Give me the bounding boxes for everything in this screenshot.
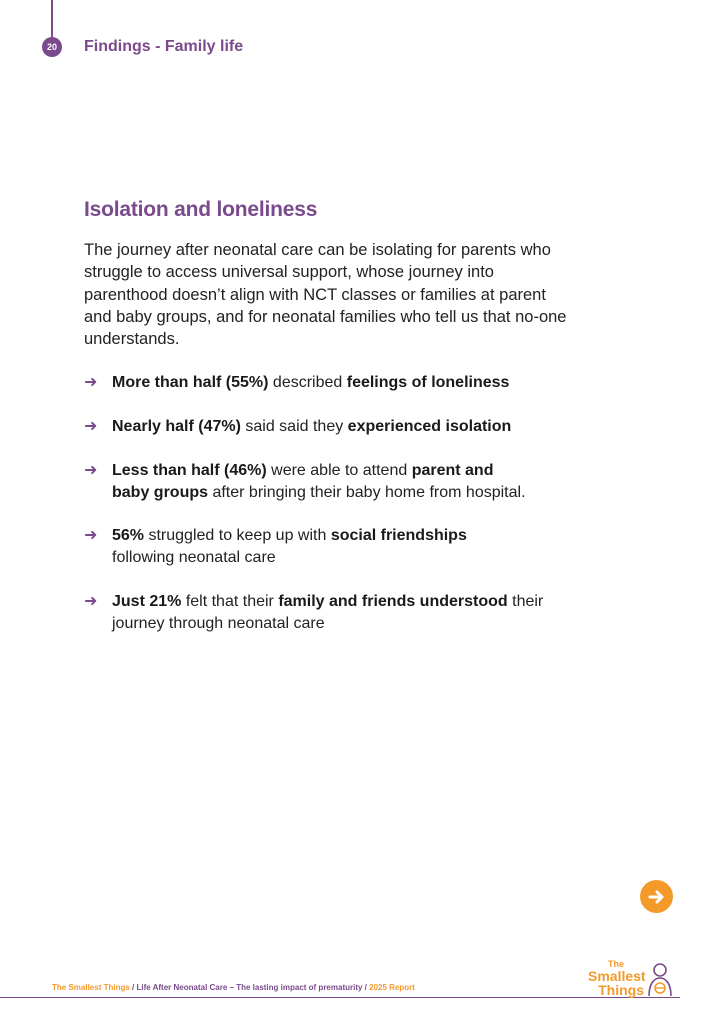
intro-paragraph: The journey after neonatal care can be isolating for parents who struggle to access universal support, whose journey into parenthood doesn’t align with NCT classes or families at parent and baby groups, and for neonatal families who tell us that no-one understands.	[84, 241, 567, 349]
bullet-highlight: family and friends understood	[278, 592, 508, 610]
bullet-text: were able to attend	[266, 461, 412, 479]
bullet-highlight: parent and baby groups	[112, 461, 494, 501]
bullet-highlight: Nearly half (47%)	[112, 418, 241, 436]
bullet-text: felt that their	[181, 592, 279, 610]
bullet-highlight: More than half (55%)	[112, 374, 269, 391]
list-item	[84, 372, 584, 394]
footer-separator: /	[362, 983, 370, 992]
arrow-right-icon	[647, 887, 667, 907]
page-number-badge	[42, 37, 62, 57]
footer-year: 2025 Report	[369, 983, 415, 992]
bullet-highlight: experienced isolation	[347, 418, 512, 436]
bullet-arrow-icon: ➜	[84, 527, 98, 545]
list-item	[84, 591, 552, 636]
logo-things: Things	[598, 982, 644, 998]
page-number: 20	[46, 42, 57, 52]
bullet-text: described	[268, 374, 347, 391]
bullet-highlight: Less than half (46%)	[112, 461, 267, 479]
findings-list	[84, 372, 584, 635]
footer-rule	[0, 997, 680, 998]
bullet-highlight: feelings of loneliness	[346, 374, 510, 391]
logo-wordmark	[588, 960, 644, 997]
next-page-button[interactable]	[640, 880, 673, 913]
bullet-text: struggled to keep up with	[144, 527, 331, 545]
logo-smallest: Smallest	[588, 968, 646, 984]
footer-report-title: Life After Neonatal Care – The lasting impact of prematurity	[136, 983, 363, 992]
bullet-arrow-icon: ➜	[84, 418, 98, 436]
bullet-text: after bringing their baby home from hospital.	[208, 483, 526, 501]
bullet-highlight: 56%	[112, 527, 145, 545]
footer-separator: /	[129, 983, 137, 992]
list-item	[84, 460, 532, 505]
header-rule	[51, 0, 53, 38]
bullet-text: following neonatal care	[112, 549, 276, 567]
list-item	[84, 416, 584, 438]
bullet-text: said said they	[240, 418, 348, 436]
footer-org: The Smallest Things	[52, 983, 130, 992]
brand-logo	[588, 960, 678, 1000]
footer-credits	[52, 983, 415, 992]
section-title: Findings - Family life	[84, 38, 244, 55]
bullet-highlight: Just 21%	[112, 592, 182, 610]
parent-baby-icon	[646, 962, 674, 998]
bullet-arrow-icon: ➜	[84, 461, 98, 479]
bullet-highlight: social friendships	[330, 527, 467, 545]
bullet-text: their journey through neonatal care	[112, 592, 544, 633]
logo-the: The	[607, 959, 624, 969]
page-heading: Isolation and loneliness	[84, 198, 318, 221]
bullet-arrow-icon: ➜	[84, 592, 98, 610]
list-item	[84, 525, 512, 570]
bullet-arrow-icon: ➜	[84, 374, 98, 391]
